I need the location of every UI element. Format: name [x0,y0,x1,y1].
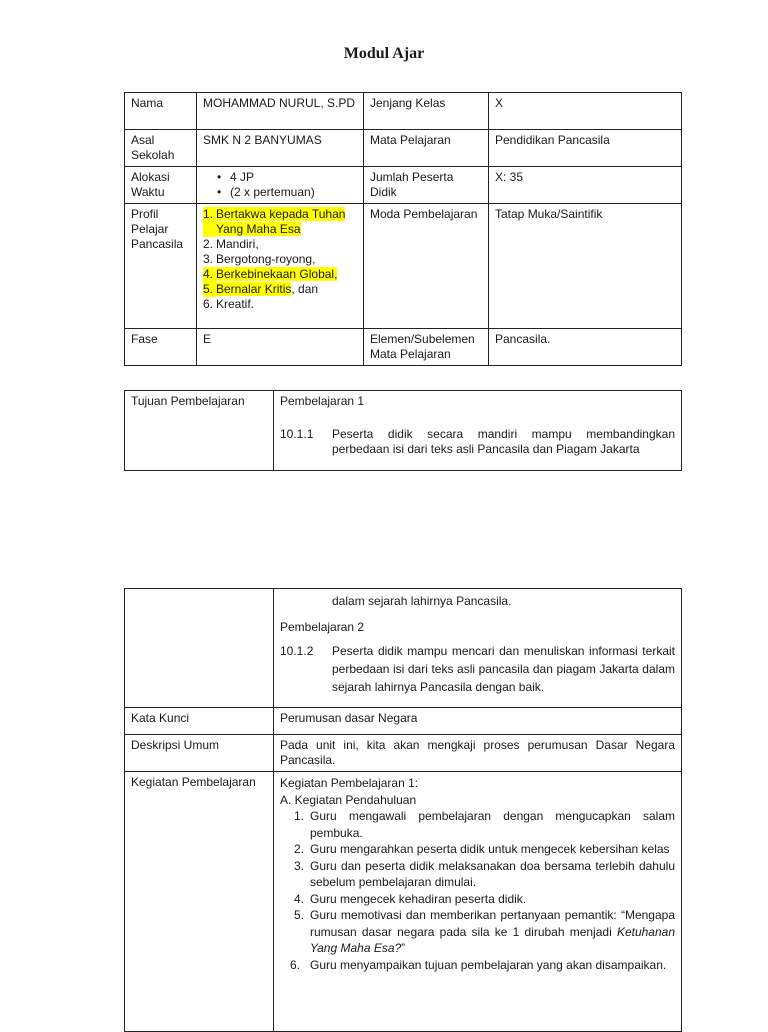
identity-table [124,92,682,366]
table-row [125,130,682,167]
pembelajaran-1-heading: Pembelajaran 1 [280,394,365,408]
nama-label: Nama [125,93,197,130]
objective-1-code: 10.1.1 [280,427,314,441]
kata-kunci-value: Perumusan dasar Negara [274,708,682,735]
kegiatan-steps [280,808,675,973]
list-item: 3. Bergotong-royong, [203,252,316,266]
table-row [125,391,682,471]
list-item: 2. Mandiri, [203,237,259,251]
list-item: 4. Guru mengecek kehadiran peserta didik. [294,891,527,906]
alokasi-list [203,170,357,200]
kegiatan-subheading: A. Kegiatan Pendahuluan [280,792,417,807]
kegiatan-label: Kegiatan Pembelajaran [125,772,274,1032]
profil-value [197,204,364,329]
asal-value: SMK N 2 BANYUMAS [197,130,364,167]
objective-1-tail: dalam sejarah lahirnya Pancasila. [332,594,512,608]
list-item: 6. Guru menyampaikan tujuan pembelajaran yang akan disampaikan. [290,957,667,972]
alokasi-value [197,167,364,204]
objective-2 [280,642,675,696]
list-item: • (2 x pertemuan) [217,185,357,200]
tujuan-table [124,390,682,471]
table-row [125,93,682,130]
objective-1 [280,427,675,457]
kata-kunci-label: Kata Kunci [125,708,274,735]
deskripsi-value: Pada unit ini, kita akan mengkaji proses perumusan Dasar Negara Pancasila. [274,735,682,772]
tujuan-continued [274,589,682,708]
table-row [125,589,682,708]
table-row [125,167,682,204]
list-item: 5. Guru memotivasi dan memberikan pertanyaan pemantik: “Mengapa rumusan dasar negara pada sila ke 1 dirubah menjadi Ketuhanan Yang Maha Esa?” [294,908,675,955]
list-item: 3. Guru dan peserta didik melaksanakan doa bersama terlebih dahulu sebelum pembelajaran dimulai. [294,858,675,889]
table-row [125,329,682,366]
table-row [125,735,682,772]
list-item: 1. Bertakwa kepada Tuhan Yang Maha Esa [203,207,346,236]
tujuan-label: Tujuan Pembelajaran [125,391,274,471]
pembelajaran-2-heading: Pembelajaran 2 [280,620,365,634]
kegiatan-heading: Kegiatan Pembelajaran 1: [280,776,419,790]
fase-value: E [197,329,364,366]
profil-label: Profil Pelajar Pancasila [125,204,197,329]
jenjang-label: Jenjang Kelas [364,93,489,130]
profil-list [203,207,357,312]
asal-label: Asal Sekolah [125,130,197,167]
mapel-value: Pendidikan Pancasila [489,130,682,167]
objective-1-text: Peserta didik secara mandiri mampu membandingkan perbedaan isi dari teks asli Pancasila dan Piagam Jakarta [332,427,675,456]
document-title: Modul Ajar [343,45,425,62]
objective-2-code: 10.1.2 [280,644,314,658]
elemen-label: Elemen/Subelemen Mata Pelajaran [364,329,489,366]
table-row [125,772,682,1032]
fase-label: Fase [125,329,197,366]
tujuan-content [274,391,682,471]
list-item: 6. Kreatif. [203,297,255,311]
jumlah-value: X: 35 [489,167,682,204]
jumlah-label: Jumlah Peserta Didik [364,167,489,204]
list-item: 1. Guru mengawali pembelajaran dengan mengucapkan salam pembuka. [294,809,675,840]
nama-value: MOHAMMAD NURUL, S.PD [197,93,364,130]
elemen-value: Pancasila. [489,329,682,366]
empty-cell [125,589,274,708]
alokasi-label: Alokasi Waktu [125,167,197,204]
objective-2-text: Peserta didik mampu mencari dan menuliskan informasi terkait perbedaan isi dari teks asli pancasila dan piagam Jakarta dalam sejarah lahirnya Pancasila dengan baik. [332,644,675,694]
list-item: 5. Bernalar Kritis, dan [203,282,319,296]
kegiatan-content [274,772,682,1032]
list-item: 4. Berkebinekaan Global, [203,267,338,281]
table-row [125,708,682,735]
list-item: • 4 JP [217,170,357,185]
deskripsi-label: Deskripsi Umum [125,735,274,772]
mapel-label: Mata Pelajaran [364,130,489,167]
moda-label: Moda Pembelajaran [364,204,489,329]
list-item: 2. Guru mengarahkan peserta didik untuk mengecek kebersihan kelas [294,842,670,856]
table-row [125,204,682,329]
continued-table [124,588,682,1032]
moda-value: Tatap Muka/Saintifik [489,204,682,329]
jenjang-value: X [489,93,682,130]
